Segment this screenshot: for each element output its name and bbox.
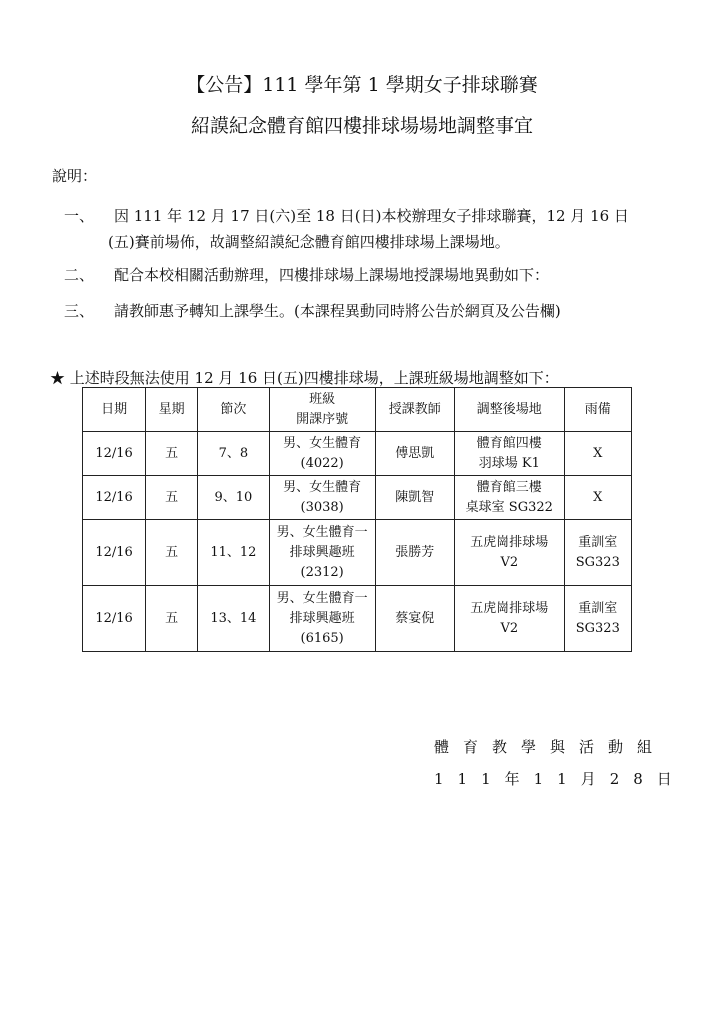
cell-class-line: 男、女生體育一	[276, 590, 368, 606]
list-item-number: 二、	[64, 266, 95, 284]
cell-class	[269, 520, 375, 586]
cell-venue	[455, 432, 565, 476]
issue-date: 111年11月28日	[434, 770, 686, 788]
table-row	[83, 520, 632, 586]
cell-rain-line: 重訓室	[578, 534, 618, 550]
cell-venue-line: 羽球場 K1	[478, 455, 540, 471]
cell-teacher: 傅思凱	[375, 432, 454, 476]
header-class	[269, 388, 375, 432]
cell-rain	[564, 520, 631, 586]
cell-venue	[455, 586, 565, 652]
header-day: 星期	[146, 388, 198, 432]
cell-venue-line: 五虎崗排球場	[470, 534, 549, 550]
cell-venue-line: V2	[500, 554, 519, 570]
header-venue: 調整後場地	[455, 388, 565, 432]
cell-class-line: 男、女生體育一	[276, 524, 368, 540]
explanation-label: 說明：	[52, 167, 98, 185]
cell-class	[269, 432, 375, 476]
cell-period: 7、8	[198, 432, 270, 476]
cell-class-line: (6165)	[300, 630, 344, 646]
header-rain: 雨備	[564, 388, 631, 432]
cell-venue-line: 五虎崗排球場	[470, 600, 549, 616]
schedule-notice: ★ 上述時段無法使用 12 月 16 日(五)四樓排球場，上課班級場地調整如下：	[50, 369, 559, 387]
cell-class-line: 男、女生體育	[283, 479, 362, 495]
cell-venue-line: 桌球室 SG322	[465, 499, 553, 515]
cell-period: 13、14	[198, 586, 270, 652]
header-class-line1: 班級	[309, 391, 336, 407]
cell-teacher: 張勝芳	[375, 520, 454, 586]
cell-class-line: 排球興趣班	[289, 544, 355, 560]
cell-day: 五	[146, 432, 198, 476]
cell-class	[269, 476, 375, 520]
cell-date: 12/16	[83, 520, 146, 586]
list-item-text: 因 111 年 12 月 17 日(六)至 18 日(日)本校辦理女子排球聯賽，12 月 16 日	[114, 207, 629, 225]
list-item-text: 配合本校相關活動辦理，四樓排球場上課場地授課場地異動如下：	[114, 266, 550, 284]
cell-venue-line: V2	[500, 620, 519, 636]
cell-class-line: (2312)	[300, 564, 344, 580]
cell-rain	[564, 586, 631, 652]
cell-rain-line: SG323	[575, 554, 620, 570]
list-item-1-continuation: (五)賽前場佈，故調整紹謨紀念體育館四樓排球場上課場地。	[108, 233, 510, 251]
header-teacher: 授課教師	[375, 388, 454, 432]
cell-period: 9、10	[198, 476, 270, 520]
issuing-organization: 體育教學與活動組	[434, 738, 667, 756]
header-class-line2: 開課序號	[296, 411, 349, 427]
cell-rain: X	[564, 476, 631, 520]
cell-class-line: (4022)	[300, 455, 344, 471]
cell-class-line: (3038)	[300, 499, 344, 515]
cell-rain-line: SG323	[575, 620, 620, 636]
cell-teacher: 陳凱智	[375, 476, 454, 520]
cell-rain: X	[564, 432, 631, 476]
cell-class-line: 男、女生體育	[283, 435, 362, 451]
cell-day: 五	[146, 520, 198, 586]
header-date: 日期	[83, 388, 146, 432]
cell-date: 12/16	[83, 476, 146, 520]
list-item-text: 請教師惠予轉知上課學生。(本課程異動同時將公告於網頁及公告欄)	[114, 302, 561, 320]
cell-date: 12/16	[83, 586, 146, 652]
cell-period: 11、12	[198, 520, 270, 586]
cell-venue-line: 體育館三樓	[476, 479, 542, 495]
table-row	[83, 476, 632, 520]
cell-day: 五	[146, 476, 198, 520]
page-subtitle: 紹謨紀念體育館四樓排球場場地調整事宜	[190, 115, 533, 137]
cell-class-line: 排球興趣班	[289, 610, 355, 626]
cell-rain-line: 重訓室	[578, 600, 618, 616]
list-item-number: 三、	[64, 302, 95, 320]
cell-venue-line: 體育館四樓	[476, 435, 542, 451]
table-header-row	[83, 388, 632, 432]
table-row	[83, 432, 632, 476]
page-title: 【公告】111 學年第 1 學期女子排球聯賽	[186, 74, 538, 96]
table-row	[83, 586, 632, 652]
cell-day: 五	[146, 586, 198, 652]
schedule-table	[82, 387, 632, 652]
cell-class	[269, 586, 375, 652]
header-period: 節次	[198, 388, 270, 432]
cell-venue	[455, 520, 565, 586]
cell-date: 12/16	[83, 432, 146, 476]
cell-venue	[455, 476, 565, 520]
cell-teacher: 蔡宴倪	[375, 586, 454, 652]
list-item-number: 一、	[64, 207, 95, 225]
